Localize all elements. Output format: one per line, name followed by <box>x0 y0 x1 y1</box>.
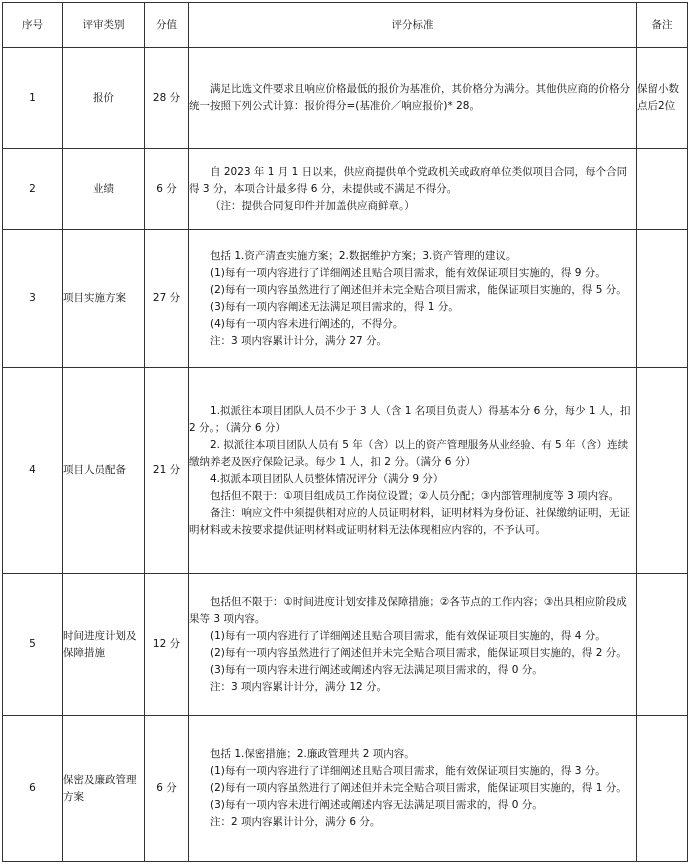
row-remarks <box>637 48 688 149</box>
row-number: 5 <box>3 574 63 716</box>
row-remarks <box>637 716 688 862</box>
criteria-line: 包括但不限于：①项目组成员工作岗位设置；②人员分配；③内部管理制度等 3 项内容。 <box>210 489 620 502</box>
criteria-line: 满足比选文件要求且响应价格最低的报价为基准价，其价格分为满分。其他供应商的价格分统一按照下列公式计算：报价得分=(基准价／响应报价)* 28。 <box>189 83 630 112</box>
row-category: 项目人员配备 <box>63 368 145 574</box>
criteria-line: (1)每有一项内容进行了详细阐述且贴合项目需求，能有效保证项目实施的，得 9 分。 <box>210 266 606 279</box>
row-criteria <box>189 149 637 230</box>
row-score: 6 分 <box>145 716 189 862</box>
scoring-table <box>2 2 688 862</box>
header-score: 分值 <box>145 3 189 48</box>
header-no: 序号 <box>3 3 63 48</box>
row-remarks <box>637 574 688 716</box>
table-body <box>3 48 688 862</box>
header-category: 评审类别 <box>63 3 145 48</box>
row-criteria <box>189 48 637 149</box>
criteria-line: (1)每有一项内容进行了详细阐述且贴合项目需求，能有效保证项目实施的，得 4 分。 <box>210 629 606 642</box>
criteria-line: 2. 拟派往本项目团队人员有 5 年（含）以上的资产管理服务从业经验、有 5 年（含）连续缴纳养老及医疗保险记录。每少 1 人，扣 2 分。（满分 6 分） <box>189 438 629 468</box>
table-row <box>3 716 688 862</box>
table-row <box>3 230 688 368</box>
row-number: 1 <box>3 48 63 149</box>
criteria-line: 自 2023 年 1 月 1 日以来，供应商提供单个党政机关或政府单位类似项目合同，每个合同得 3 分，本项合计最多得 6 分，未提供或不满足不得分。 <box>189 165 628 195</box>
row-criteria <box>189 574 637 716</box>
row-remarks <box>637 149 688 230</box>
row-criteria <box>189 230 637 368</box>
criteria-line: （注：提供合同复印件并加盖供应商鲜章。） <box>210 199 415 212</box>
row-score: 27 分 <box>145 230 189 368</box>
table-row <box>3 368 688 574</box>
row-score: 28 分 <box>145 48 189 149</box>
row-score: 21 分 <box>145 368 189 574</box>
row-category: 保密及廉政管理方案 <box>63 716 145 862</box>
table-row <box>3 149 688 230</box>
remarks-line: 保留小数 <box>637 83 679 95</box>
row-score: 6 分 <box>145 149 189 230</box>
row-score: 12 分 <box>145 574 189 716</box>
table-row <box>3 48 688 149</box>
header-remarks: 备注 <box>637 3 688 48</box>
criteria-line: (3)每有一项内容阐述无法满足项目需求的，得 1 分。 <box>210 300 459 313</box>
criteria-line: 1.拟派往本项目团队人员不少于 3 人（含 1 名项目负责人）得基本分 6 分，每少 1 人，扣 2 分。；（满分 6 分） <box>189 404 631 434</box>
criteria-line: 包括 1.资产清查实施方案；2.数据维护方案；3.资产管理的建议。 <box>210 249 517 262</box>
criteria-line: 注：2 项内容累计计分，满分 6 分。 <box>210 816 381 828</box>
criteria-line: (2)每有一项内容虽然进行了阐述但并未完全贴合项目需求，能保证项目实施的，得 2 分。 <box>210 646 627 659</box>
row-number: 3 <box>3 230 63 368</box>
criteria-line: (2)每有一项内容虽然进行了阐述但并未完全贴合项目需求，能保证项目实施的，得 1 分。 <box>210 782 627 794</box>
criteria-line: 包括 1.保密措施；2.廉政管理共 2 项内容。 <box>210 748 415 760</box>
header-criteria: 评分标准 <box>189 3 637 48</box>
criteria-line: (3)每有一项内容未进行阐述或阐述内容无法满足项目需求的，得 0 分。 <box>210 799 543 811</box>
row-category: 项目实施方案 <box>63 230 145 368</box>
table-header-row <box>3 3 688 48</box>
row-number: 4 <box>3 368 63 574</box>
row-category: 时间进度计划及保障措施 <box>63 574 145 716</box>
row-criteria <box>189 716 637 862</box>
table-row <box>3 574 688 716</box>
criteria-line: 注：3 项内容累计计分，满分 27 分。 <box>210 334 388 347</box>
row-number: 6 <box>3 716 63 862</box>
row-remarks <box>637 368 688 574</box>
remarks-line: 点后2位 <box>637 100 676 112</box>
row-category: 报价 <box>63 48 145 149</box>
criteria-line: 4.拟派本项目团队人员整体情况评分（满分 9 分） <box>210 472 444 485</box>
row-number: 2 <box>3 149 63 230</box>
row-category: 业绩 <box>63 149 145 230</box>
criteria-line: 注：3 项内容累计计分，满分 12 分。 <box>210 680 388 693</box>
criteria-line: (4)每有一项内容未进行阐述的，不得分。 <box>210 317 404 330</box>
criteria-line: 备注：响应文件中须提供相对应的人员证明材料，证明材料为身份证、社保缴纳证明，无证明材料或未按要求提供证明材料或证明材料无法体现相应内容的，不予认可。 <box>189 506 630 536</box>
row-remarks <box>637 230 688 368</box>
row-criteria <box>189 368 637 574</box>
criteria-line: (3)每有一项内容未进行阐述或阐述内容无法满足项目需求的，得 0 分。 <box>210 663 543 676</box>
criteria-line: (1)每有一项内容进行了详细阐述且贴合项目需求，能有效保证项目实施的，得 3 分。 <box>210 765 606 777</box>
criteria-line: (2)每有一项内容虽然进行了阐述但并未完全贴合项目需求，能保证项目实施的，得 5 分。 <box>210 283 627 296</box>
criteria-line: 包括但不限于：①时间进度计划安排及保障措施；②各节点的工作内容；③出具相应阶段成果等 3 项内容。 <box>189 595 627 625</box>
